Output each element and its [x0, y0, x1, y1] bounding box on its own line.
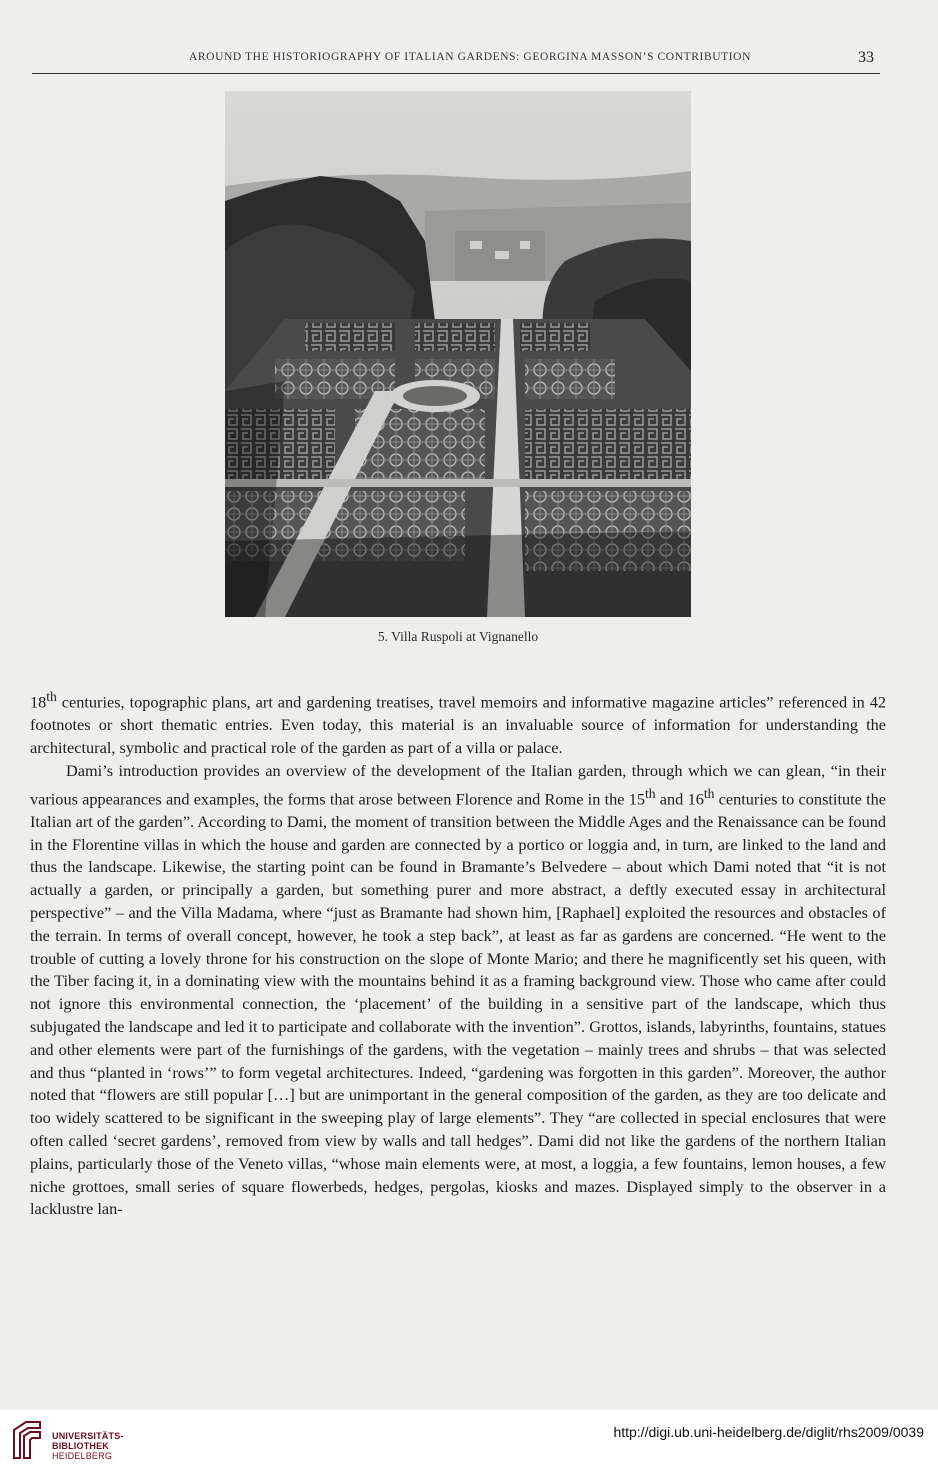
ordinal-number: 15 [628, 789, 645, 809]
running-head: AROUND THE HISTORIOGRAPHY OF ITALIAN GARDENS: GEORGINA MASSON’S CONTRIBUTION [189, 51, 751, 63]
university-library-logo-icon [10, 1420, 44, 1460]
library-name-line: UNIVERSITÄTS- [52, 1431, 124, 1441]
garden-photo-illustration [225, 91, 691, 617]
paragraph-text: centuries to constitute the Italian art of the garden”. According to Dami, the moment of transition between the Middle Ages and the Renaissance can be found in the Florentine villas in which the house and garden are connected by a portico or loggia and, in turn, are linked to the land and thus the landscape. Likewise, the starting point can be found in Bramante’s Belvedere – about which Dami noted that “it is not actually a garden, or principally a garden, but something purer and more abstract, a deftly executed essay in architectural perspective” – and the Villa Madama, where “just as Bramante had shown him, [Raphael] exploited the resources and obstacles of the terrain. In terms of overall concept, however, he took a step back”, at least as far as gardens are concerned. “He went to the trouble of cutting a lovely throne for his construction on the slope of Monte Mario; and there he magnificently set his queen, with the Tiber facing it, in a dominating view with the mountains behind it as a framing background view. Those who came after could not ignore this environmental connection, the ‘placement’ of the building in a sensitive part of the landscape, which thus subjugated the landscape and led it to participate and collaborate with the invention”. Grottos, islands, labyrinths, fountains, statues and other elements were part of the furnishings of the gardens, with the vegetation – mainly trees and shrubs – that was selected and thus “planted in ‘rows’” to form vegetal architectures. Indeed, “gardening was forgotten in this garden”. Moreover, the author noted that “flowers are still popular […] but are unimportant in the general composition of the garden, as they are too delicate and too widely scattered to be significant in the sweeping play of large elements”. They “are collected in special enclosures that were often called ‘secret gardens’, removed from view by walls and tall hedges”. Dami did not like the gardens of the northern Italian plains, particularly those of the Veneto villas, “whose main elements were, at most, a loggia, a few fountains, lemon houses, a few niche grottoes, small series of square flowerbeds, hedges, pergolas, kiosks and mazes. Displayed simply to the observer in a lacklustre lan- [30, 789, 886, 1219]
paragraph-text: and [655, 789, 688, 809]
villa-garden-photo [225, 91, 691, 617]
library-footer [0, 1410, 938, 1474]
header-rule [32, 73, 880, 74]
paragraph [30, 760, 886, 1221]
superscript: th [703, 785, 715, 801]
ordinal-number: 16 [687, 789, 704, 809]
page-number: 33 [858, 49, 874, 66]
library-name-line: HEIDELBERG [52, 1451, 113, 1461]
paragraph-text: Dami’s introduction provides an overview of the development of the Italian garden, through which we can glean, “in their various appearances and examples, the forms that arose between Florence and Rome in the [30, 760, 886, 809]
library-name-line: BIBLIOTHEK [52, 1441, 109, 1451]
paragraph-text: centuries, topographic plans, art and gardening treatises, travel memoirs and informative magazine articles” referenced in 42 footnotes or short thematic entries. Even today, this material is an invaluable source of information for understanding the architectural, symbolic and practical role of the garden as part of a villa or palace. [30, 692, 886, 758]
body-text [30, 686, 886, 1221]
figure-caption: 5. Villa Ruspoli at Vignanello [377, 629, 539, 644]
library-name [52, 1431, 124, 1461]
ordinal-number: 18 [30, 692, 47, 712]
permalink-url[interactable]: http://digi.ub.uni-heidelberg.de/diglit/rhs2009/0039 [613, 1424, 924, 1440]
superscript: th [46, 689, 57, 704]
paragraph [30, 686, 886, 760]
superscript: th [645, 785, 656, 801]
